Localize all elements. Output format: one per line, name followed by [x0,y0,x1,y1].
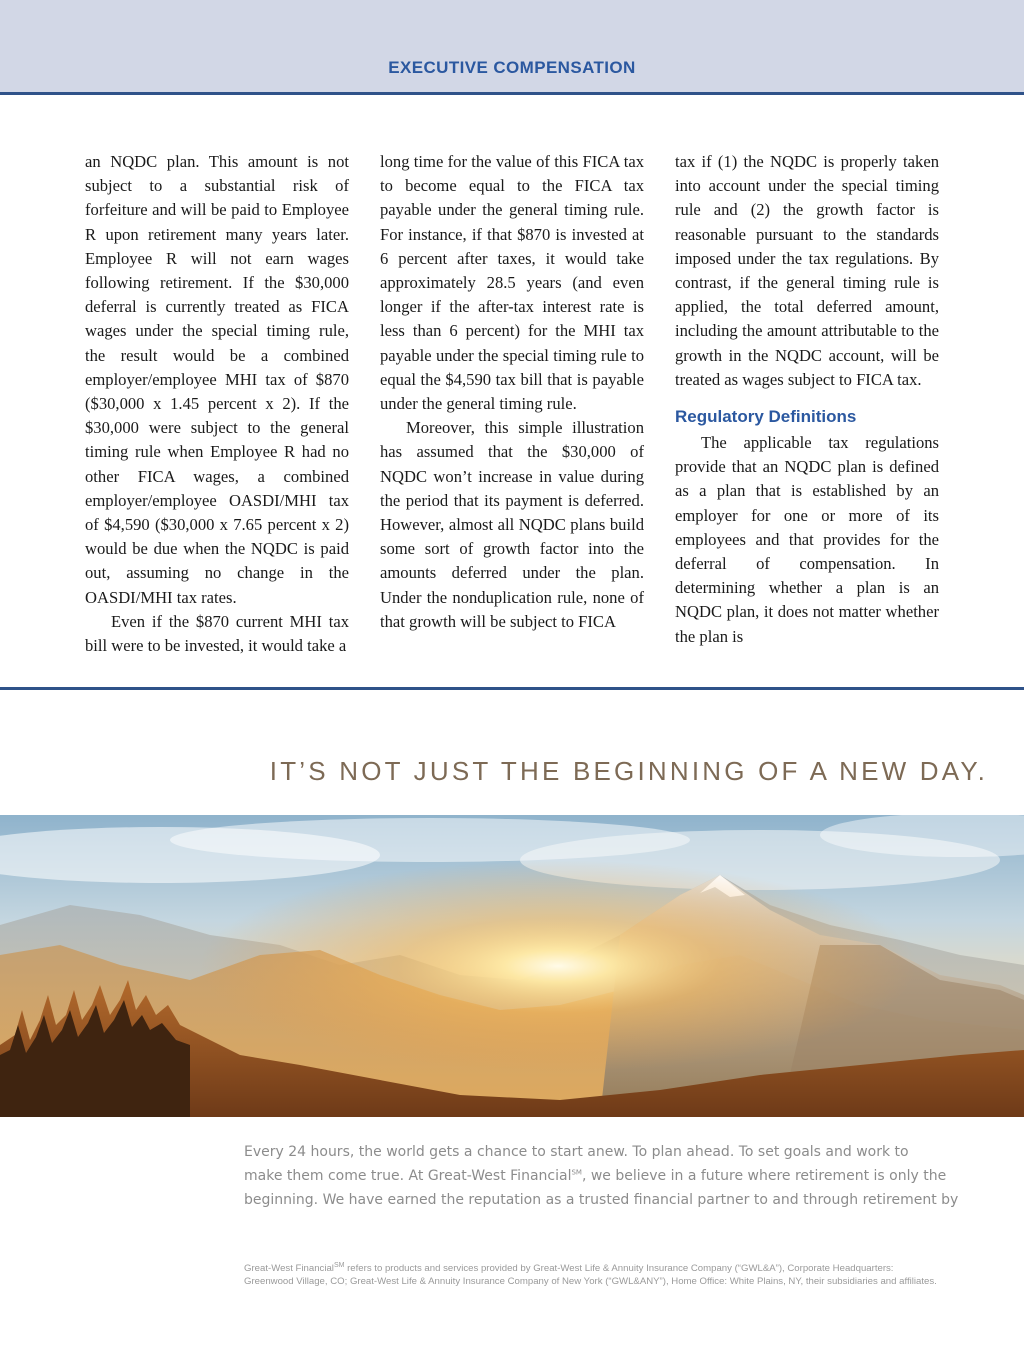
ad-body-line [244,1164,984,1188]
fine-print-fragment: Great-West Financial [244,1263,334,1274]
mountain-sunrise-image [0,815,1024,1117]
ad-body-fragment: , we believe in a future where retirement is only the [581,1168,947,1184]
article-column-3 [675,150,939,649]
header-band [0,0,1024,95]
service-mark: SM [333,1261,345,1269]
paragraph: Moreover, this simple illustration has assumed that the $30,000 of NQDC won’t increase in value during the period that its payment is deferred. However, almost all NQDC plans build some sort of growth factor into the amounts deferred under the plan. Under the nonduplication rule, none of that growth will be subject to FICA [380,418,644,631]
ad-body-line: Every 24 hours, the world gets a chance to start anew. To plan ahead. To set goals and work to [244,1144,909,1160]
ad-body-text [244,1140,984,1212]
section-title: EXECUTIVE COMPENSATION [388,58,636,77]
fine-print-fragment: refers to products and services provided by Great-West Life & Annuity Insurance Company (“GWL&A”), Corporate Headquarters: [344,1263,894,1274]
fine-print-line: Greenwood Village, CO; Great-West Life & Annuity Insurance Company of New York (“GWL&ANY”), Home Office: White Plains, NY, their subsidiaries and affiliates. [244,1275,937,1287]
service-mark: SM [571,1168,582,1177]
ad-headline: IT’S NOT JUST THE BEGINNING OF A NEW DAY. [269,756,988,786]
paragraph: long time for the value of this FICA tax to become equal to the FICA tax payable under the general timing rule. For instance, if that $870 is invested at 6 percent after taxes, it would take approximately 28.5 years (and even longer if the after-tax interest rate is less than 6 percent) for the MHI tax payable under the special timing rule to equal the $4,590 tax bill that is payable under the general timing rule. [380,152,644,414]
paragraph: tax if (1) the NQDC is properly taken into account under the special timing rule and (2) the growth factor is reasonable pursuant to the standards imposed under the tax regulations. By contrast, if the general timing rule is applied, the total deferred amount, including the amount attributable to the growth in the NQDC account, will be treated as wages subject to FICA tax. [675,152,939,389]
article-column-1 [85,150,349,658]
ad-body-line: beginning. We have earned the reputation as a trusted financial partner to and through retirement by [244,1192,959,1208]
paragraph: an NQDC plan. This amount is not subject to a substantial risk of forfeiture and will be paid to Employee R upon retirement many years later. Employee R will not earn wages following retirement. If the $30,000 deferral is currently treated as FICA wages under the special timing rule, the result would be a combined employer/employee MHI tax of $870 ($30,000 x 1.45 percent x 2). If the $30,000 were subject to the general timing rule when Employee R had no other FICA wages, a combined employer/employee OASDI/MHI tax of $4,590 ($30,000 x 7.65 percent x 2) would be due when the NQDC is paid out, assuming no change in the OASDI/MHI tax rates. [85,152,349,607]
fine-print-line [244,1263,1004,1276]
fine-print [244,1263,1004,1288]
paragraph: Even if the $870 current MHI tax bill were to be invested, it would take a [85,611,349,656]
section-divider [0,687,1024,690]
paragraph: The applicable tax regulations provide that an NQDC plan is defined as a plan that is established by an employer for one or more of its employees and that provides for the deferral of compensation. In determining whether a plan is an NQDC plan, it does not matter whether the plan is [675,433,939,646]
ad-body-fragment: make them come true. At Great-West Financial [244,1168,572,1184]
subheading: Regulatory Definitions [675,407,857,427]
article-column-2 [380,150,644,634]
